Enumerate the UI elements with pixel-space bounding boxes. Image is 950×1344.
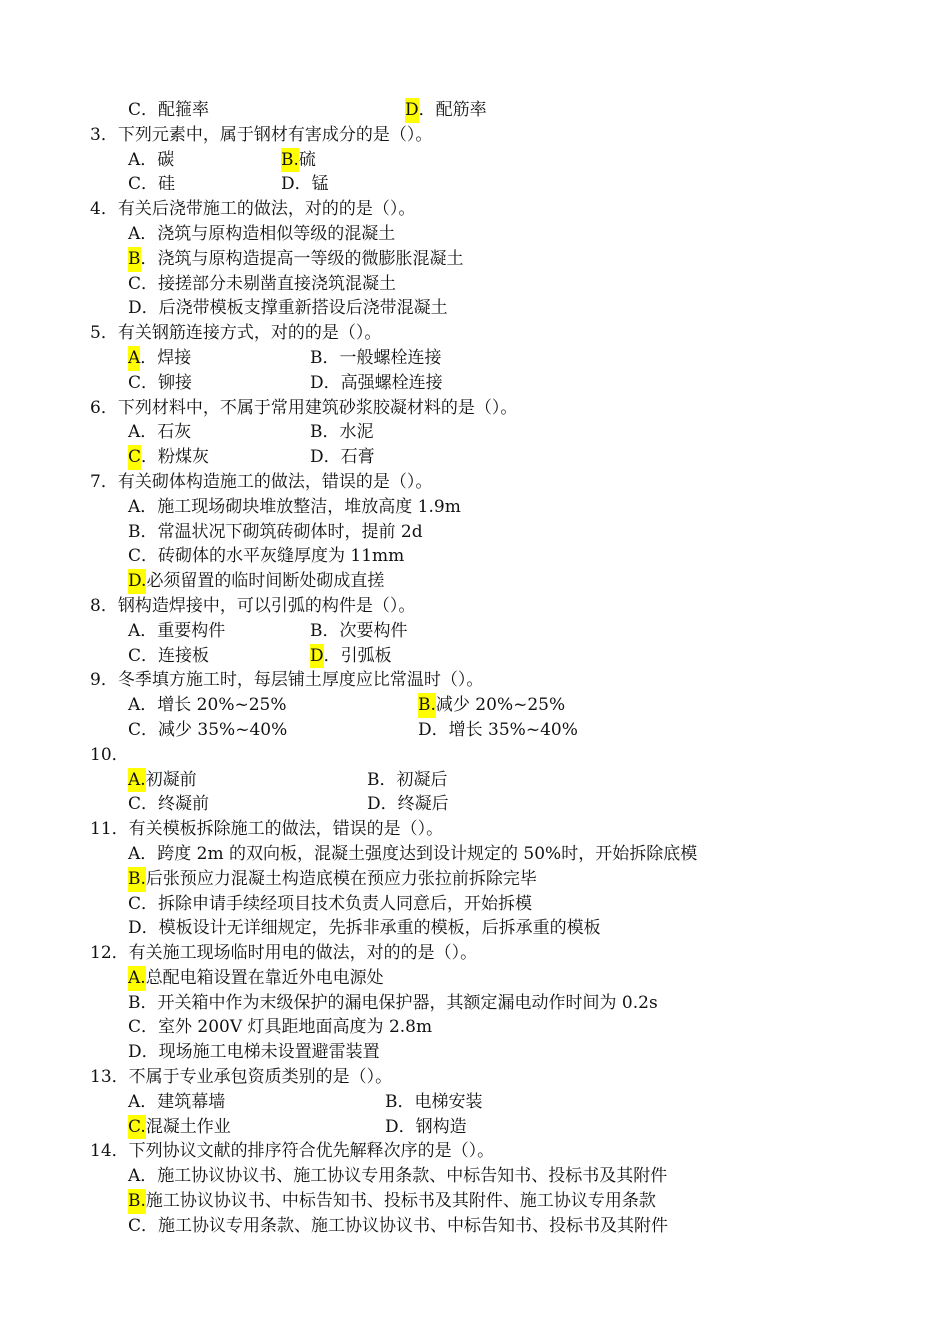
option-line: [0, 1040, 950, 1065]
option-text: 施工协议协议书、中标告知书、投标书及其附件、施工协议专用条款: [145, 1191, 656, 1212]
question-line: [0, 396, 950, 421]
option-text: ．增长 35%~40%: [431, 719, 578, 740]
option-text: ．现场施工电梯未设置避雷装置: [141, 1042, 380, 1063]
answer-option: [128, 1189, 656, 1214]
option-key: A: [128, 1091, 141, 1112]
option-line: [0, 644, 950, 669]
question-line: [0, 941, 950, 966]
option-key: A: [128, 620, 141, 641]
option-text: 减少 20%~25%: [435, 695, 566, 716]
answer-option: [385, 1090, 483, 1115]
question-line: [0, 594, 950, 619]
option-key: D: [367, 794, 381, 815]
question-text: 3．下列元素中，属于钢材有害成分的是（）。: [90, 124, 433, 145]
option-text: ．重要构件: [140, 620, 226, 641]
highlighted-option-key: B.: [128, 867, 146, 892]
answer-option: [128, 842, 697, 867]
option-line: [0, 222, 950, 247]
question-line: [0, 470, 950, 495]
option-text: ．引弧板: [323, 645, 392, 666]
option-line: [0, 420, 950, 445]
highlighted-option-key: B.: [418, 693, 436, 718]
option-key: D: [281, 174, 295, 195]
option-line: [0, 172, 950, 197]
answer-option: [128, 1164, 667, 1189]
answer-option: [128, 148, 174, 173]
option-text: ．浇筑与原构造提高一等级的微膨胀混凝土: [140, 248, 464, 269]
option-text: ．施工现场砌块堆放整洁，堆放高度 1.9m: [140, 496, 461, 517]
option-text: 总配电箱设置在靠近外电电源处: [145, 967, 384, 988]
option-key: C: [128, 372, 142, 393]
question-text: 4．有关后浇带施工的做法，对的的是（）。: [90, 199, 416, 220]
option-key: A: [128, 149, 141, 170]
question-text: 7．有关砌体构造施工的做法，错误的是（）。: [90, 471, 433, 492]
option-text: ．终凝后: [380, 794, 449, 815]
option-text: ．铆接: [141, 372, 193, 393]
option-line: [0, 916, 950, 941]
option-text: ．水泥: [322, 422, 374, 443]
option-text: 硫: [298, 149, 316, 170]
answer-option: [418, 693, 565, 718]
option-key: C: [128, 1017, 142, 1038]
option-key: B: [128, 992, 141, 1013]
option-text: 后张预应力混凝土构造底模在预应力张拉前拆除完毕: [145, 868, 537, 889]
question-line: [0, 1065, 950, 1090]
answer-option: [128, 222, 395, 247]
option-key: D: [418, 719, 432, 740]
question-text: 11．有关模板拆除施工的做法，错误的是（）。: [90, 819, 444, 840]
question-text: 5．有关钢筋连接方式，对的的是（）。: [90, 323, 382, 344]
option-line: [0, 1115, 950, 1140]
option-text: ．配箍率: [141, 100, 210, 120]
option-line: [0, 272, 950, 297]
option-text: 初凝前: [145, 769, 197, 790]
question-line: [0, 1139, 950, 1164]
option-text: ．常温状况下砌筑砖砌体时，提前 2d: [140, 521, 423, 542]
option-key: B: [310, 347, 323, 368]
option-text: ．电梯安装: [397, 1091, 483, 1112]
answer-option: [128, 544, 404, 569]
option-text: ．高强螺栓连接: [323, 372, 443, 393]
option-key: B: [310, 422, 323, 443]
option-line: [0, 569, 950, 594]
answer-option: [367, 792, 449, 817]
question-line: [0, 743, 950, 768]
answer-option: [128, 693, 287, 718]
answer-option: [128, 371, 192, 396]
option-key: C: [128, 273, 142, 294]
option-key: B: [310, 620, 323, 641]
option-line: [0, 520, 950, 545]
question-line: [0, 123, 950, 148]
question-text: 6．下列材料中，不属于常用建筑砂浆胶凝材料的是（）。: [90, 397, 518, 418]
option-text: ．硅: [141, 174, 176, 195]
option-text: ．模板设计无详细规定，先拆非承重的模板，后拆承重的模板: [141, 918, 601, 939]
question-line: [0, 817, 950, 842]
option-line: [0, 445, 950, 470]
option-text: 混凝土作业: [145, 1116, 231, 1137]
highlighted-option-key: C.: [128, 1115, 146, 1140]
option-text: ．焊接: [140, 347, 192, 368]
answer-option: [128, 619, 225, 644]
answer-option: [128, 296, 448, 321]
question-line: [0, 668, 950, 693]
answer-option: [418, 718, 578, 743]
option-text: ．增长 20%~25%: [140, 695, 287, 716]
option-key: A: [128, 496, 141, 517]
answer-option: [367, 768, 448, 793]
question-text: 8．钢构造焊接中，可以引弧的构件是（）。: [90, 595, 416, 616]
option-key: C: [128, 893, 142, 914]
answer-option: [128, 420, 191, 445]
option-key: C: [128, 546, 142, 567]
option-text: ．终凝前: [141, 794, 210, 815]
answer-option: [310, 420, 374, 445]
option-line: [0, 247, 950, 272]
answer-option: [128, 346, 191, 371]
answer-option: [128, 520, 423, 545]
option-line: [0, 148, 950, 173]
option-key: D: [128, 298, 142, 319]
option-line: [0, 544, 950, 569]
answer-option: [385, 1115, 467, 1140]
option-key: A: [128, 223, 141, 244]
option-text: ．粉煤灰: [141, 447, 210, 468]
option-key: C: [128, 794, 142, 815]
option-text: ．钢构造: [398, 1116, 467, 1137]
question-text: 13．不属于专业承包资质类别的是（）。: [90, 1067, 393, 1088]
highlighted-option-key: A: [128, 346, 140, 371]
highlighted-option-key: D.: [128, 569, 146, 594]
option-text: ．后浇带模板支撑重新搭设后浇带混凝土: [141, 298, 448, 319]
option-line: [0, 1214, 950, 1239]
option-text: ．配筋率: [418, 100, 487, 120]
option-line: [0, 991, 950, 1016]
highlighted-option-key: D: [405, 98, 419, 123]
highlighted-option-key: B: [128, 247, 141, 272]
question-text: 14．下列协议文献的排序符合优先解释次序的是（）。: [90, 1141, 495, 1162]
question-text: 9．冬季填方施工时，每层铺土厚度应比常温时（）。: [90, 670, 484, 691]
answer-option: [128, 966, 384, 991]
answer-option: [128, 892, 532, 917]
question-line: [0, 197, 950, 222]
answer-option: [128, 1040, 380, 1065]
option-line: [0, 495, 950, 520]
option-text: ．施工协议协议书、施工协议专用条款、中标告知书、投标书及其附件: [140, 1166, 668, 1187]
option-line: [0, 768, 950, 793]
answer-option: [128, 644, 209, 669]
highlighted-option-key: C: [128, 445, 141, 470]
option-key: C: [128, 174, 142, 195]
answer-option: [128, 867, 537, 892]
answer-option: [310, 644, 392, 669]
answer-option: [128, 247, 464, 272]
option-text: ．石膏: [323, 447, 375, 468]
highlighted-option-key: A.: [128, 966, 146, 991]
answer-option: [128, 1015, 432, 1040]
answer-option: [128, 272, 396, 297]
option-key: B: [385, 1091, 398, 1112]
option-key: A: [128, 1166, 141, 1187]
option-text: ．跨度 2m 的双向板，混凝土强度达到设计规定的 50%时，开始拆除底模: [140, 843, 698, 864]
answer-option: [128, 792, 209, 817]
answer-option: [405, 98, 487, 123]
question-text: 12．有关施工现场临时用电的做法，对的的是（）。: [90, 943, 478, 964]
option-text: ．一般螺栓连接: [322, 347, 442, 368]
option-line: [0, 296, 950, 321]
question-line: [0, 321, 950, 346]
option-text: ．砖砌体的水平灰缝厚度为 11mm: [141, 546, 405, 567]
option-text: ．浇筑与原构造相似等级的混凝土: [140, 223, 396, 244]
option-line: [0, 619, 950, 644]
option-line: [0, 1015, 950, 1040]
answer-option: [128, 768, 197, 793]
option-line: [0, 98, 950, 123]
option-text: ．初凝后: [379, 769, 448, 790]
highlighted-option-key: B.: [128, 1189, 146, 1214]
answer-option: [128, 569, 384, 594]
answer-option: [128, 1115, 231, 1140]
answer-option: [128, 495, 461, 520]
answer-option: [310, 371, 443, 396]
answer-option: [310, 619, 408, 644]
option-text: ．石灰: [140, 422, 192, 443]
answer-option: [128, 172, 175, 197]
option-text: ．次要构件: [322, 620, 408, 641]
option-key: B: [128, 521, 141, 542]
option-key: D: [128, 918, 142, 939]
option-key: B: [367, 769, 380, 790]
option-text: ．拆除申请手续经项目技术负责人同意后，开始拆模: [141, 893, 533, 914]
answer-option: [128, 1090, 225, 1115]
answer-option: [128, 718, 287, 743]
highlighted-option-key: B.: [281, 148, 299, 173]
option-key: D: [385, 1116, 399, 1137]
option-line: [0, 867, 950, 892]
highlighted-option-key: A.: [128, 768, 146, 793]
answer-option: [281, 148, 316, 173]
option-line: [0, 966, 950, 991]
option-line: [0, 371, 950, 396]
option-text: ．碳: [140, 149, 175, 170]
answer-option: [128, 98, 209, 123]
option-key: D: [128, 1042, 142, 1063]
highlighted-option-key: D: [310, 644, 324, 669]
option-text: ．施工协议专用条款、施工协议协议书、中标告知书、投标书及其附件: [141, 1215, 669, 1236]
answer-option: [128, 445, 209, 470]
option-line: [0, 1164, 950, 1189]
option-text: ．建筑幕墙: [140, 1091, 226, 1112]
option-line: [0, 718, 950, 743]
option-text: ．接搓部分未剔凿直接浇筑混凝土: [141, 273, 397, 294]
option-key: D: [310, 447, 324, 468]
option-key: A: [128, 695, 141, 716]
option-line: [0, 1189, 950, 1214]
option-text: ．连接板: [141, 645, 210, 666]
answer-option: [281, 172, 329, 197]
option-text: ．开关箱中作为末级保护的漏电保护器，其额定漏电动作时间为 0.2s: [140, 992, 658, 1013]
answer-option: [128, 1214, 668, 1239]
option-line: [0, 792, 950, 817]
document-page: [0, 98, 950, 1239]
answer-option: [310, 346, 442, 371]
option-text: ．锰: [294, 174, 329, 195]
option-key: A: [128, 422, 141, 443]
answer-option: [310, 445, 375, 470]
option-text: 必须留置的临时间断处砌成直搓: [146, 571, 385, 592]
question-text: 10．: [90, 744, 129, 765]
answer-option: [128, 916, 601, 941]
option-line: [0, 1090, 950, 1115]
option-line: [0, 892, 950, 917]
option-line: [0, 693, 950, 718]
option-key: C: [128, 1215, 142, 1236]
option-text: ．减少 35%~40%: [141, 719, 288, 740]
answer-option: [128, 991, 658, 1016]
option-key: C: [128, 719, 142, 740]
option-line: [0, 346, 950, 371]
option-key: D: [310, 372, 324, 393]
option-line: [0, 842, 950, 867]
option-key: A: [128, 843, 141, 864]
option-text: ．室外 200V 灯具距地面高度为 2.8m: [141, 1017, 433, 1038]
option-key: C: [128, 645, 142, 666]
option-key: C: [128, 100, 142, 120]
